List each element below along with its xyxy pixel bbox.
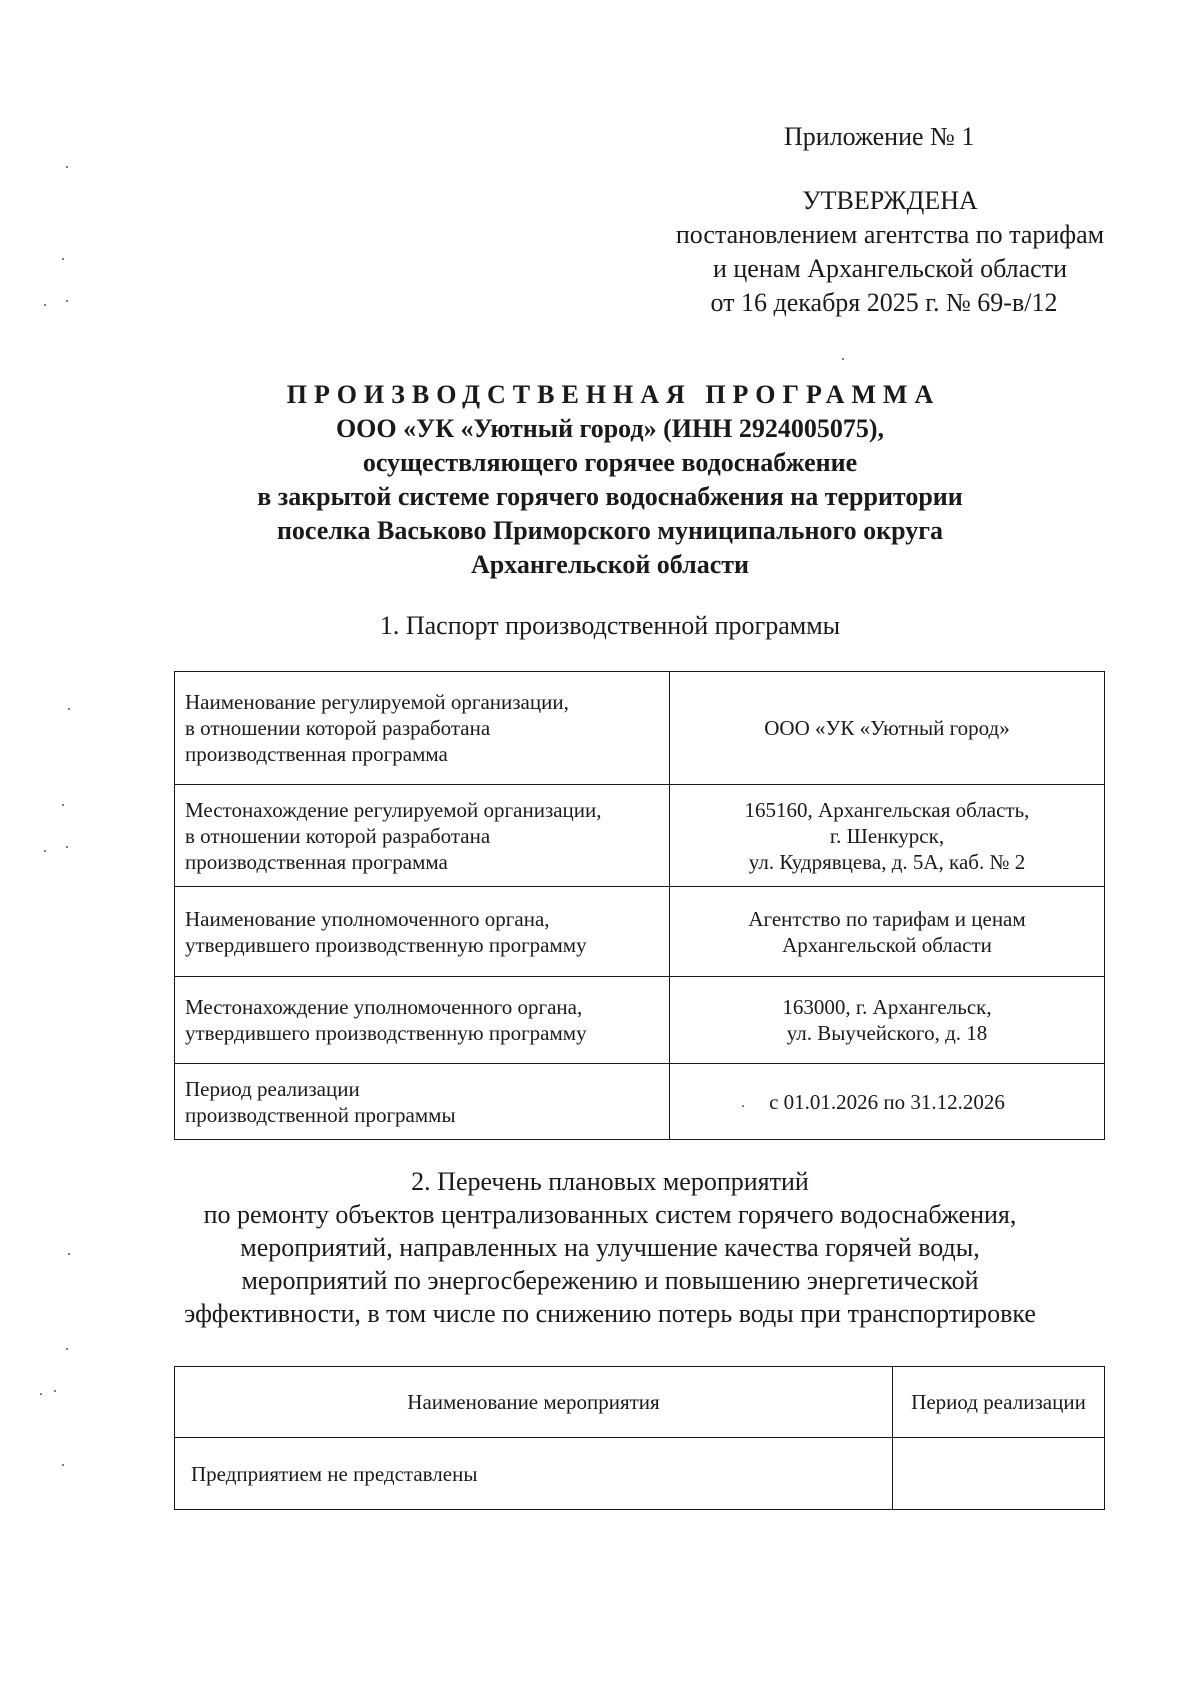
scan-speck: [54, 1390, 56, 1392]
passport-value-cell: [670, 887, 1105, 977]
measure-period-cell: [893, 1438, 1105, 1510]
cell-line: производственной программы: [185, 1102, 456, 1127]
passport-value-cell: [670, 977, 1105, 1064]
measures-heading: [150, 1165, 1070, 1330]
appendix-label: Приложение № 1: [784, 122, 975, 151]
column-header-name: Наименование мероприятия: [175, 1367, 893, 1438]
scan-speck: [742, 1105, 744, 1107]
table-row: [175, 1064, 1105, 1140]
passport-label-cell: [175, 672, 670, 785]
scan-speck: [44, 304, 46, 306]
cell-line: Период реализации: [185, 1076, 360, 1101]
title-line: Архангельской области: [470, 550, 750, 579]
scan-speck: [62, 1464, 64, 1466]
approval-line: УТВЕРЖДЕНА: [802, 186, 978, 215]
cell-line: производственная программа: [185, 849, 448, 874]
table-header-row: [175, 1367, 1105, 1438]
table-row: [175, 785, 1105, 887]
passport-table: [174, 671, 1105, 1140]
table-row: [175, 977, 1105, 1064]
measure-name-cell: Предприятием не представлены: [175, 1438, 893, 1510]
scan-speck: [40, 1393, 42, 1395]
document-title: [150, 378, 1070, 582]
passport-value-cell: [670, 785, 1105, 887]
passport-value-cell: [670, 672, 1105, 785]
cell-line: в отношении которой разработана: [185, 716, 491, 740]
cell-line: Местонахождение уполномоченного органа,: [185, 995, 583, 1019]
scan-speck: [66, 166, 68, 168]
scan-speck: [66, 1348, 68, 1350]
approval-line: и ценам Архангельской области: [712, 254, 1068, 283]
heading-line: эффективности, в том числе по снижению потерь воды при транспортировке: [184, 1299, 1036, 1328]
measures-table: [174, 1366, 1105, 1510]
passport-label-cell: [175, 887, 670, 977]
scan-speck: [842, 358, 844, 360]
approval-line: постановлением агентства по тарифам: [675, 220, 1105, 249]
cell-line: утвердившего производственную программу: [185, 932, 587, 957]
heading-line: мероприятий, направленных на улучшение качества горячей воды,: [240, 1233, 980, 1262]
cell-line: Наименование регулируемой организации,: [185, 690, 569, 714]
scan-speck: [62, 258, 64, 260]
passport-label-cell: [175, 1064, 670, 1140]
cell-line: г. Шенкурск,: [829, 823, 945, 848]
scan-speck: [44, 850, 46, 852]
cell-line: производственная программа: [185, 742, 448, 766]
cell-line: в отношении которой разработана: [185, 823, 491, 848]
approval-line: от 16 декабря 2025 г. № 69-в/12: [710, 288, 1058, 317]
cell-line: с 01.01.2026 по 31.12.2026: [769, 1089, 1005, 1114]
cell-line: ООО «УК «Уютный город»: [764, 716, 1010, 740]
cell-line: Местонахождение регулируемой организации,: [185, 797, 602, 822]
heading-line: 2. Перечень плановых мероприятий: [411, 1167, 809, 1196]
table-row: [175, 672, 1105, 785]
title-line: поселка Васьково Приморского муниципального округа: [276, 516, 944, 545]
cell-line: Агентство по тарифам и ценам: [748, 906, 1026, 931]
title-line: ООО «УК «Уютный город» (ИНН 2924005075),: [335, 414, 885, 443]
scan-speck: [68, 708, 70, 710]
title-line: в закрытой системе горячего водоснабжения на территории: [257, 482, 963, 511]
passport-label-cell: [175, 785, 670, 887]
table-row: [175, 1438, 1105, 1510]
cell-line: утвердившего производственную программу: [185, 1021, 587, 1045]
cell-line: Наименование уполномоченного органа,: [185, 906, 550, 931]
heading-line: мероприятий по энергосбережению и повышению энергетической: [241, 1266, 979, 1295]
column-header-period: Период реализации: [893, 1367, 1105, 1438]
title-line: осуществляющего горячее водоснабжение: [362, 448, 858, 477]
cell-line: 165160, Архангельская область,: [744, 797, 1030, 822]
approval-block: [640, 184, 1140, 320]
scan-speck: [62, 804, 64, 806]
cell-line: Архангельской области: [782, 932, 992, 957]
cell-line: ул. Кудрявцева, д. 5А, каб. № 2: [748, 849, 1026, 874]
heading-line: по ремонту объектов централизованных систем горячего водоснабжения,: [203, 1200, 1017, 1229]
passport-heading: 1. Паспорт производственной программы: [379, 611, 841, 640]
table-row: [175, 887, 1105, 977]
scan-speck: [68, 1253, 70, 1255]
cell-line: 163000, г. Архангельск,: [782, 995, 992, 1019]
passport-label-cell: [175, 977, 670, 1064]
scan-speck: [66, 300, 68, 302]
passport-value-cell: [670, 1064, 1105, 1140]
scan-speck: [66, 846, 68, 848]
cell-line: ул. Выучейского, д. 18: [786, 1021, 988, 1045]
title-line: ПРОИЗВОДСТВЕННАЯ ПРОГРАММА: [286, 380, 941, 409]
